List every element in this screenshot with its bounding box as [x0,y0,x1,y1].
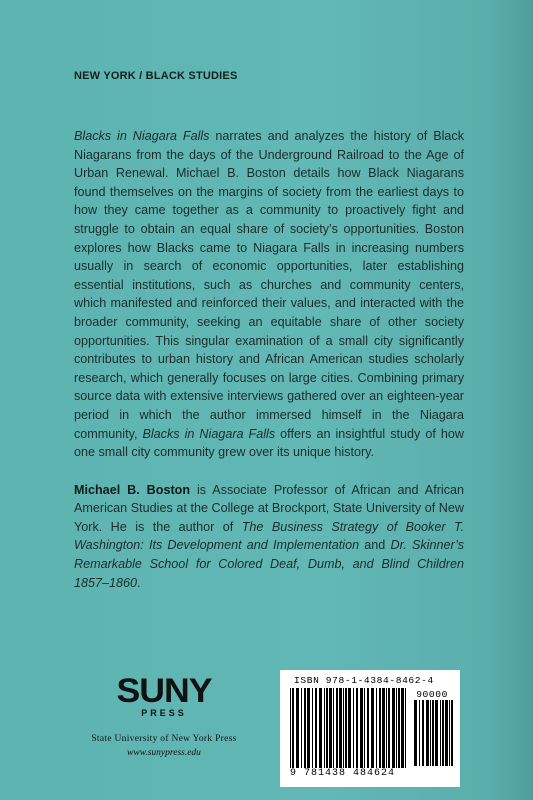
barcode-bar [371,688,374,768]
barcode-bar [319,688,322,768]
barcode-bar [388,688,390,768]
author-bio [74,481,464,593]
barcode-bar [430,700,431,766]
barcode-bar [292,688,294,768]
barcode-bar [345,688,347,768]
description-text-end: offers an insightful study of how one small city community grew over its unique history. [74,426,464,460]
barcode-bars [288,688,410,770]
price-code: 90000 [416,689,448,700]
barcode-bar [307,688,310,768]
publisher-url: www.sunypress.edu [127,748,201,758]
bio-end: . [137,575,141,590]
barcode-bar [426,700,429,766]
barcode-bar [435,700,438,766]
barcode-bar [451,700,453,766]
barcode-bar [440,700,441,766]
barcode-bar [445,700,448,766]
barcode-bar [301,688,302,768]
barcode-bar [379,688,381,768]
logo-wordmark: SUNY [116,672,212,710]
barcode-bar [329,688,332,768]
barcode-bar [324,688,325,768]
barcode-bar [336,688,338,768]
publisher-name: State University of New York Press [91,734,237,744]
isbn-label: ISBN 978-1-4384-8462-4 [294,675,434,686]
author-book-2: Dr. Skinner’s Remarkable School for Colored Deaf, Dumb, and Blind Children 1857–1860 [74,538,464,590]
barcode-addon-bars [412,700,454,770]
author-book-1: The Business Strategy of Booker T. Washington: Its Development and Implementation [74,519,464,553]
barcode-bar [386,688,387,768]
barcode-bar [398,688,400,768]
description-text: narrates and analyzes the history of Black Niagarans from the days of the Underground Railroad to the Age of Urban Renewal. Michael B. Boston details how Black Niagarans found themselves on the margins of society from the earliest days to how they came together as a community to proactively fight and struggle to obtain an equal share of society’s opportunities. Boston explores how Blacks came to Niagara Falls in increasing numbers usually in search of economic opportunities, later establishing essential institutions, such as churches and community centers, which manifested and reinforced their values, and interacted with the broader community, seeking an equitable share of other society opportunities. This singular examination of a small city significantly contributes to urban history and African American studies scholarly research, which generally focuses on large cities. Combining primary source data with extensive interviews gathered over an eighteen-year period in which the author immersed himself in the Niagara community, [74,129,464,441]
barcode-bar [353,688,354,768]
suny-press-logo [74,672,254,718]
bio-text: is Associate Professor of African and African American Studies at the College at Brockport, State University of New York. He is the author of [74,482,464,534]
barcode-bar [396,688,397,768]
barcode-bar [326,688,328,768]
barcode-bar [376,688,377,768]
barcode-bar [339,688,342,768]
category-label: NEW YORK / BLACK STUDIES [74,70,238,82]
barcode-bar [364,688,365,768]
author-name: Michael B. Boston [74,482,191,497]
barcode-bar [401,688,404,768]
book-title-repeat: Blacks in Niagara Falls [142,426,276,441]
barcode-bar [290,688,291,768]
barcode-bar [419,700,420,766]
barcode-bar [432,700,434,766]
barcode-bar [304,688,306,768]
barcode-bar [449,700,450,766]
isbn-barcode [280,670,460,787]
barcode-bar [382,688,385,768]
barcode-bar [333,688,334,768]
barcode-bar [348,688,351,768]
barcode-bar [405,688,406,768]
barcode-bar [442,700,444,766]
barcode-bar [360,688,363,768]
barcode-bar [296,688,299,768]
barcode-bar [422,700,424,766]
book-title: Blacks in Niagara Falls [74,129,210,143]
barcode-bar [392,688,395,768]
bio-conjunction: and [359,538,391,553]
barcode-bar [367,688,369,768]
barcode-bar [315,688,317,768]
description-paragraph [74,127,464,462]
logo-press: PRESS [141,708,187,718]
barcode-bar [312,688,313,768]
barcode-bar [414,700,417,766]
barcode-digits: 9 781438 484624 [290,768,396,779]
barcode-bar [343,688,344,768]
book-description [74,127,464,592]
barcode-bar [356,688,358,768]
